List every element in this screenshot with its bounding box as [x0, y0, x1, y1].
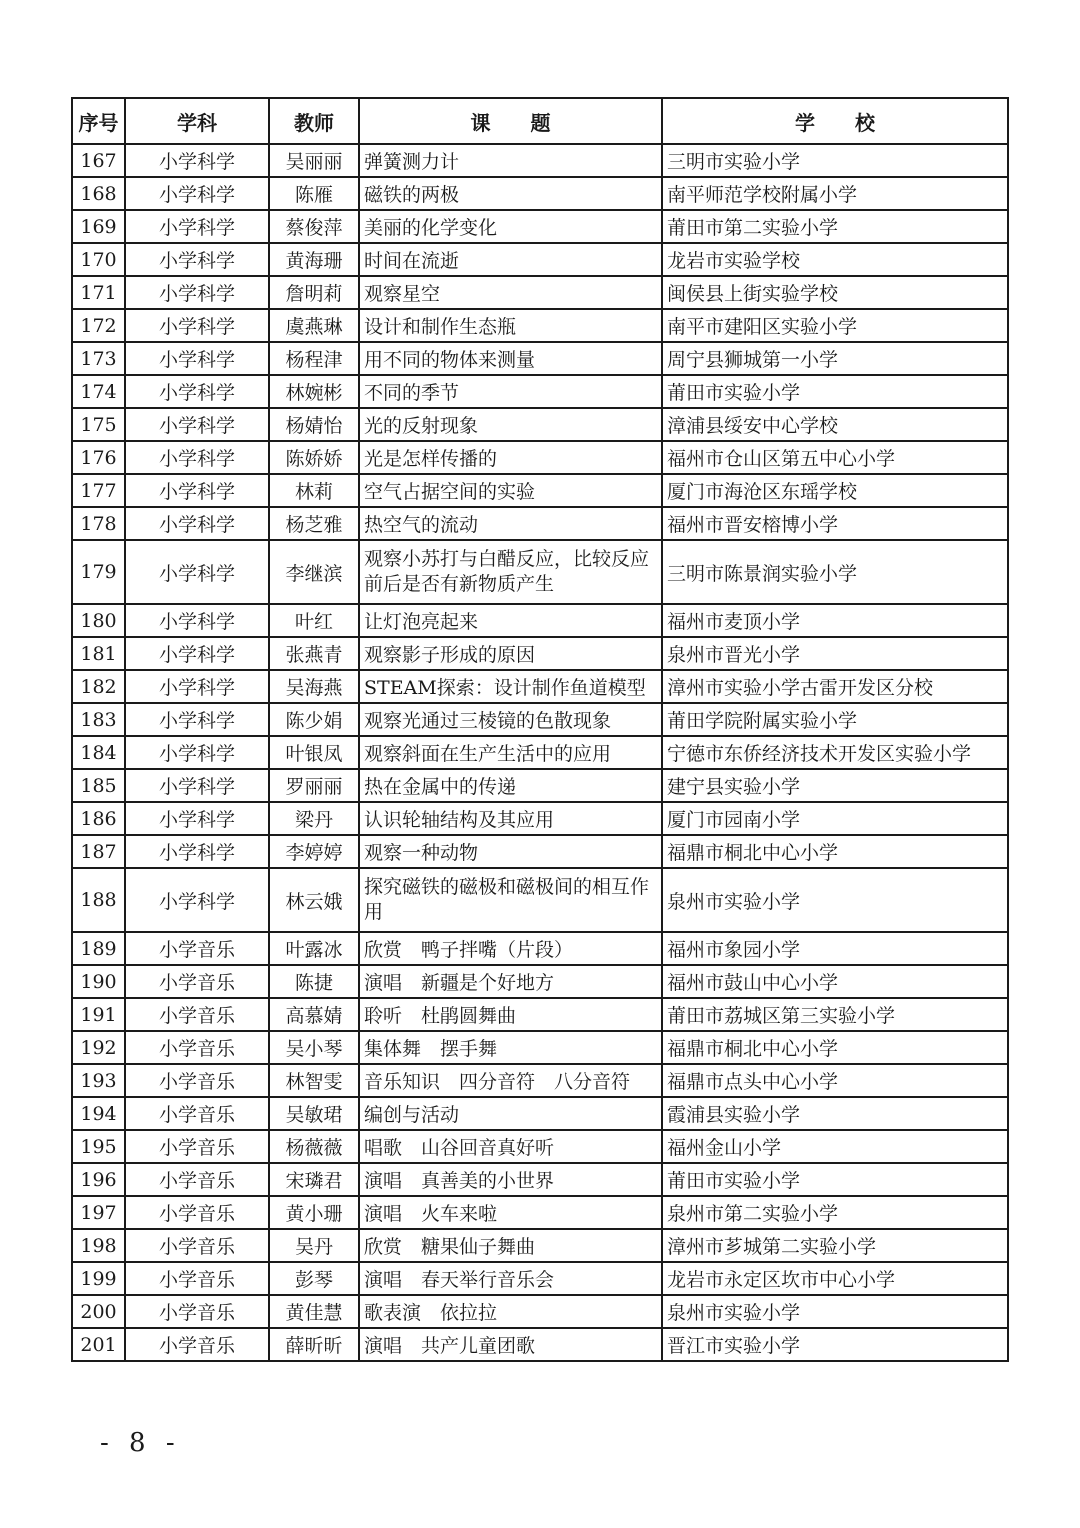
cell-topic: 磁铁的两极	[359, 177, 662, 210]
cell-no: 190	[72, 965, 125, 998]
cell-subject: 小学音乐	[125, 1097, 269, 1130]
cell-school: 福鼎市桐北中心小学	[662, 1031, 1008, 1064]
cell-subject: 小学科学	[125, 540, 269, 604]
cell-no: 183	[72, 703, 125, 736]
cell-teacher: 黄海珊	[269, 243, 359, 276]
cell-no: 174	[72, 375, 125, 408]
cell-no: 181	[72, 637, 125, 670]
cell-school: 宁德市东侨经济技术开发区实验小学	[662, 736, 1008, 769]
cell-no: 189	[72, 932, 125, 965]
cell-subject: 小学音乐	[125, 1229, 269, 1262]
cell-school: 福州市鼓山中心小学	[662, 965, 1008, 998]
roster-table	[71, 97, 1009, 1362]
table-row	[72, 441, 1008, 474]
cell-no: 179	[72, 540, 125, 604]
cell-no: 185	[72, 769, 125, 802]
cell-no: 172	[72, 309, 125, 342]
table-row	[72, 1064, 1008, 1097]
cell-teacher: 黄小珊	[269, 1196, 359, 1229]
cell-school: 漳浦县绥安中心学校	[662, 408, 1008, 441]
table-row	[72, 769, 1008, 802]
cell-teacher: 杨婧怡	[269, 408, 359, 441]
cell-subject: 小学音乐	[125, 998, 269, 1031]
table-row	[72, 670, 1008, 703]
cell-subject: 小学科学	[125, 144, 269, 177]
cell-teacher: 蔡俊萍	[269, 210, 359, 243]
cell-topic: 演唱 共产儿童团歌	[359, 1328, 662, 1361]
cell-teacher: 张燕青	[269, 637, 359, 670]
cell-teacher: 叶露冰	[269, 932, 359, 965]
cell-no: 177	[72, 474, 125, 507]
cell-topic: 演唱 火车来啦	[359, 1196, 662, 1229]
cell-subject: 小学科学	[125, 210, 269, 243]
cell-teacher: 陈雁	[269, 177, 359, 210]
cell-school: 莆田市实验小学	[662, 375, 1008, 408]
cell-school: 三明市实验小学	[662, 144, 1008, 177]
cell-topic: 演唱 春天举行音乐会	[359, 1262, 662, 1295]
cell-no: 171	[72, 276, 125, 309]
cell-subject: 小学科学	[125, 474, 269, 507]
cell-no: 180	[72, 604, 125, 637]
table-row	[72, 932, 1008, 965]
header-no: 序号	[72, 98, 125, 144]
cell-subject: 小学科学	[125, 177, 269, 210]
cell-topic: 音乐知识 四分音符 八分音符	[359, 1064, 662, 1097]
table-row	[72, 703, 1008, 736]
cell-school: 三明市陈景润实验小学	[662, 540, 1008, 604]
cell-no: 173	[72, 342, 125, 375]
cell-topic: 探究磁铁的磁极和磁极间的相互作用	[359, 868, 662, 932]
cell-teacher: 高慕婧	[269, 998, 359, 1031]
table-row	[72, 604, 1008, 637]
cell-no: 188	[72, 868, 125, 932]
cell-no: 200	[72, 1295, 125, 1328]
cell-no: 168	[72, 177, 125, 210]
cell-school: 厦门市海沧区东瑶学校	[662, 474, 1008, 507]
cell-subject: 小学科学	[125, 276, 269, 309]
cell-school: 莆田学院附属实验小学	[662, 703, 1008, 736]
cell-teacher: 李婷婷	[269, 835, 359, 868]
cell-topic: 光的反射现象	[359, 408, 662, 441]
cell-teacher: 吴敏珺	[269, 1097, 359, 1130]
cell-school: 泉州市实验小学	[662, 868, 1008, 932]
cell-topic: 用不同的物体来测量	[359, 342, 662, 375]
cell-no: 196	[72, 1163, 125, 1196]
cell-school: 泉州市晋光小学	[662, 637, 1008, 670]
cell-subject: 小学科学	[125, 507, 269, 540]
cell-subject: 小学音乐	[125, 1130, 269, 1163]
cell-subject: 小学音乐	[125, 1064, 269, 1097]
header-subject: 学科	[125, 98, 269, 144]
cell-topic: 聆听 杜鹃圆舞曲	[359, 998, 662, 1031]
cell-school: 泉州市实验小学	[662, 1295, 1008, 1328]
cell-no: 186	[72, 802, 125, 835]
cell-school: 福州市象园小学	[662, 932, 1008, 965]
cell-no: 191	[72, 998, 125, 1031]
cell-teacher: 吴丽丽	[269, 144, 359, 177]
table-row	[72, 1163, 1008, 1196]
table-row	[72, 474, 1008, 507]
cell-school: 莆田市实验小学	[662, 1163, 1008, 1196]
cell-subject: 小学科学	[125, 243, 269, 276]
cell-teacher: 薛昕昕	[269, 1328, 359, 1361]
table-row	[72, 177, 1008, 210]
page-number: - 8 -	[100, 1428, 181, 1458]
header-school: 学 校	[662, 98, 1008, 144]
cell-teacher: 陈娇娇	[269, 441, 359, 474]
table-row	[72, 408, 1008, 441]
table-row	[72, 1130, 1008, 1163]
table-row	[72, 375, 1008, 408]
cell-subject: 小学科学	[125, 703, 269, 736]
cell-teacher: 梁丹	[269, 802, 359, 835]
cell-no: 169	[72, 210, 125, 243]
cell-teacher: 虞燕琳	[269, 309, 359, 342]
cell-teacher: 宋璘君	[269, 1163, 359, 1196]
cell-no: 198	[72, 1229, 125, 1262]
table-row	[72, 1262, 1008, 1295]
cell-no: 176	[72, 441, 125, 474]
cell-topic: 观察星空	[359, 276, 662, 309]
cell-no: 201	[72, 1328, 125, 1361]
table-row	[72, 309, 1008, 342]
header-teacher: 教师	[269, 98, 359, 144]
cell-school: 龙岩市实验学校	[662, 243, 1008, 276]
cell-school: 厦门市园南小学	[662, 802, 1008, 835]
cell-school: 泉州市第二实验小学	[662, 1196, 1008, 1229]
table-row	[72, 507, 1008, 540]
cell-school: 莆田市第二实验小学	[662, 210, 1008, 243]
cell-school: 福鼎市桐北中心小学	[662, 835, 1008, 868]
cell-topic: 观察斜面在生产生活中的应用	[359, 736, 662, 769]
cell-school: 周宁县狮城第一小学	[662, 342, 1008, 375]
cell-topic: STEAM探索：设计制作鱼道模型	[359, 670, 662, 703]
cell-teacher: 吴海燕	[269, 670, 359, 703]
cell-subject: 小学科学	[125, 408, 269, 441]
cell-school: 南平师范学校附属小学	[662, 177, 1008, 210]
cell-topic: 观察光通过三棱镜的色散现象	[359, 703, 662, 736]
table-row	[72, 637, 1008, 670]
table-row	[72, 1295, 1008, 1328]
table-row	[72, 1196, 1008, 1229]
table-header-row	[72, 98, 1008, 144]
cell-school: 霞浦县实验小学	[662, 1097, 1008, 1130]
cell-subject: 小学科学	[125, 637, 269, 670]
cell-teacher: 陈捷	[269, 965, 359, 998]
cell-school: 龙岩市永定区坎市中心小学	[662, 1262, 1008, 1295]
cell-topic: 观察小苏打与白醋反应，比较反应前后是否有新物质产生	[359, 540, 662, 604]
cell-school: 晋江市实验小学	[662, 1328, 1008, 1361]
cell-no: 193	[72, 1064, 125, 1097]
cell-subject: 小学音乐	[125, 1163, 269, 1196]
cell-topic: 时间在流逝	[359, 243, 662, 276]
cell-topic: 演唱 新疆是个好地方	[359, 965, 662, 998]
cell-topic: 集体舞 摆手舞	[359, 1031, 662, 1064]
table-row	[72, 243, 1008, 276]
cell-teacher: 吴丹	[269, 1229, 359, 1262]
cell-topic: 弹簧测力计	[359, 144, 662, 177]
cell-subject: 小学音乐	[125, 1295, 269, 1328]
cell-subject: 小学科学	[125, 736, 269, 769]
cell-subject: 小学音乐	[125, 1196, 269, 1229]
cell-teacher: 罗丽丽	[269, 769, 359, 802]
cell-subject: 小学音乐	[125, 1031, 269, 1064]
cell-teacher: 林婉彬	[269, 375, 359, 408]
cell-teacher: 陈少娟	[269, 703, 359, 736]
cell-topic: 让灯泡亮起来	[359, 604, 662, 637]
cell-subject: 小学科学	[125, 868, 269, 932]
cell-topic: 观察影子形成的原因	[359, 637, 662, 670]
cell-topic: 美丽的化学变化	[359, 210, 662, 243]
table-row	[72, 210, 1008, 243]
table-row	[72, 998, 1008, 1031]
header-topic: 课 题	[359, 98, 662, 144]
table-row	[72, 736, 1008, 769]
table-row	[72, 540, 1008, 604]
cell-school: 南平市建阳区实验小学	[662, 309, 1008, 342]
cell-subject: 小学音乐	[125, 1328, 269, 1361]
cell-topic: 认识轮轴结构及其应用	[359, 802, 662, 835]
cell-teacher: 杨程津	[269, 342, 359, 375]
table-row	[72, 1031, 1008, 1064]
cell-teacher: 彭琴	[269, 1262, 359, 1295]
cell-subject: 小学音乐	[125, 932, 269, 965]
cell-subject: 小学科学	[125, 342, 269, 375]
cell-subject: 小学科学	[125, 604, 269, 637]
cell-topic: 演唱 真善美的小世界	[359, 1163, 662, 1196]
table-body	[72, 144, 1008, 1361]
cell-subject: 小学科学	[125, 670, 269, 703]
cell-teacher: 林莉	[269, 474, 359, 507]
cell-no: 199	[72, 1262, 125, 1295]
cell-teacher: 杨芝雅	[269, 507, 359, 540]
table-row	[72, 965, 1008, 998]
cell-subject: 小学音乐	[125, 1262, 269, 1295]
cell-topic: 唱歌 山谷回音真好听	[359, 1130, 662, 1163]
table-row	[72, 144, 1008, 177]
cell-no: 197	[72, 1196, 125, 1229]
cell-school: 福鼎市点头中心小学	[662, 1064, 1008, 1097]
table-row	[72, 802, 1008, 835]
cell-no: 192	[72, 1031, 125, 1064]
cell-teacher: 林云娥	[269, 868, 359, 932]
cell-topic: 光是怎样传播的	[359, 441, 662, 474]
cell-school: 建宁县实验小学	[662, 769, 1008, 802]
cell-no: 184	[72, 736, 125, 769]
cell-school: 福州金山小学	[662, 1130, 1008, 1163]
cell-school: 福州市仓山区第五中心小学	[662, 441, 1008, 474]
table-row	[72, 1229, 1008, 1262]
cell-school: 福州市晋安榕博小学	[662, 507, 1008, 540]
cell-subject: 小学科学	[125, 802, 269, 835]
cell-school: 莆田市荔城区第三实验小学	[662, 998, 1008, 1031]
cell-no: 194	[72, 1097, 125, 1130]
cell-topic: 观察一种动物	[359, 835, 662, 868]
cell-no: 167	[72, 144, 125, 177]
cell-topic: 空气占据空间的实验	[359, 474, 662, 507]
table-row	[72, 868, 1008, 932]
table-row	[72, 1328, 1008, 1361]
cell-subject: 小学科学	[125, 375, 269, 408]
table-row	[72, 835, 1008, 868]
cell-no: 187	[72, 835, 125, 868]
cell-subject: 小学音乐	[125, 965, 269, 998]
cell-teacher: 黄佳慧	[269, 1295, 359, 1328]
cell-no: 170	[72, 243, 125, 276]
cell-teacher: 林智雯	[269, 1064, 359, 1097]
cell-subject: 小学科学	[125, 309, 269, 342]
cell-subject: 小学科学	[125, 835, 269, 868]
cell-topic: 热空气的流动	[359, 507, 662, 540]
cell-school: 漳州市芗城第二实验小学	[662, 1229, 1008, 1262]
cell-topic: 歌表演 依拉拉	[359, 1295, 662, 1328]
cell-no: 195	[72, 1130, 125, 1163]
cell-no: 175	[72, 408, 125, 441]
cell-topic: 不同的季节	[359, 375, 662, 408]
cell-teacher: 詹明莉	[269, 276, 359, 309]
cell-topic: 编创与活动	[359, 1097, 662, 1130]
cell-no: 182	[72, 670, 125, 703]
cell-no: 178	[72, 507, 125, 540]
cell-topic: 欣赏 鸭子拌嘴（片段）	[359, 932, 662, 965]
table-row	[72, 342, 1008, 375]
table-row	[72, 276, 1008, 309]
cell-teacher: 李继滨	[269, 540, 359, 604]
cell-topic: 欣赏 糖果仙子舞曲	[359, 1229, 662, 1262]
cell-teacher: 吴小琴	[269, 1031, 359, 1064]
cell-topic: 设计和制作生态瓶	[359, 309, 662, 342]
cell-teacher: 杨薇薇	[269, 1130, 359, 1163]
cell-topic: 热在金属中的传递	[359, 769, 662, 802]
cell-school: 闽侯县上街实验学校	[662, 276, 1008, 309]
cell-subject: 小学科学	[125, 441, 269, 474]
cell-subject: 小学科学	[125, 769, 269, 802]
cell-teacher: 叶红	[269, 604, 359, 637]
cell-teacher: 叶银凤	[269, 736, 359, 769]
table-row	[72, 1097, 1008, 1130]
cell-school: 漳州市实验小学古雷开发区分校	[662, 670, 1008, 703]
cell-school: 福州市麦顶小学	[662, 604, 1008, 637]
